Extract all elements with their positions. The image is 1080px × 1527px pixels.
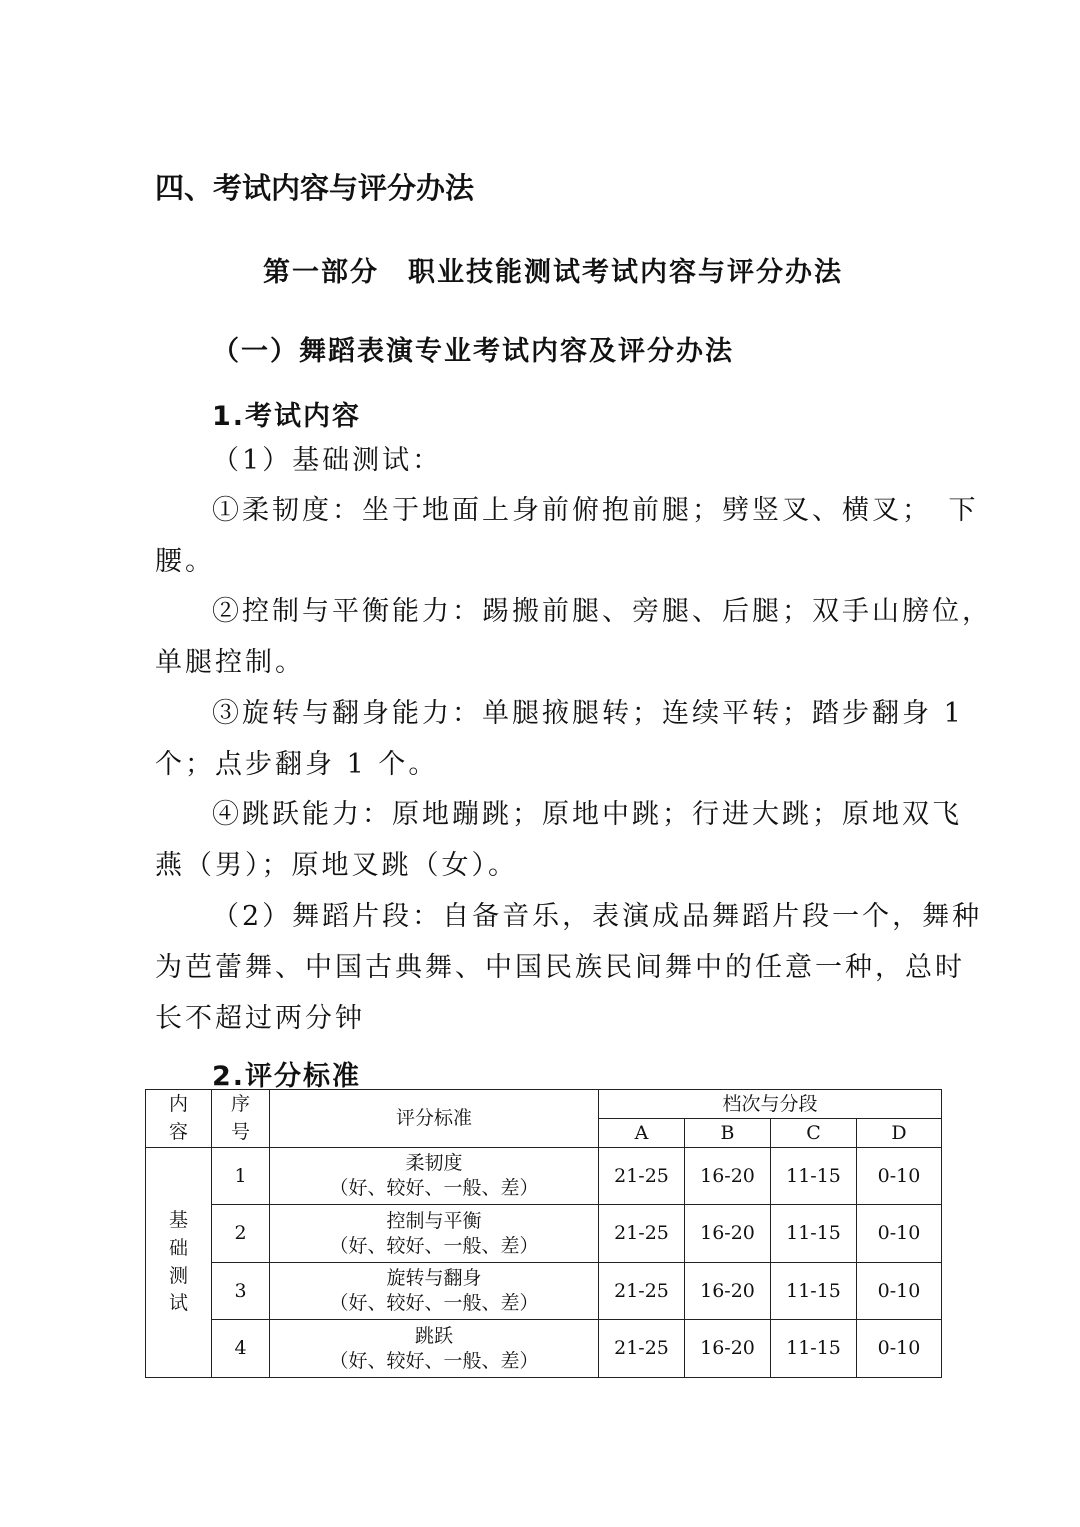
subsection-heading: （一）舞蹈表演专业考试内容及评分办法 [212,336,734,367]
range-a: 21-25 [599,1320,685,1378]
range-d: 0-10 [857,1148,942,1205]
criteria-name: 旋转与翻身 [386,1267,482,1290]
range-b: 16-20 [685,1263,771,1320]
grade-a: A [599,1119,685,1148]
criteria-name: 控制与平衡 [386,1209,482,1232]
row-criteria [270,1148,599,1205]
row-criteria [270,1263,599,1320]
criteria-name: 柔韧度 [405,1152,463,1175]
item4-line2: 燕（男）；原地叉跳（女）。 [155,850,518,881]
range-d: 0-10 [857,1263,942,1320]
range-b: 16-20 [685,1148,771,1205]
range-c: 11-15 [771,1205,857,1263]
header-content: 内容 [146,1090,212,1148]
grade-b: B [685,1119,771,1148]
header-criteria: 评分标准 [270,1090,599,1148]
criteria-levels: （好、较好、一般、差） [329,1292,539,1314]
dance-segment-line1: （2）舞蹈片段：自备音乐，表演成品舞蹈片段一个，舞种 [212,901,983,932]
range-d: 0-10 [857,1320,942,1378]
row-seq: 4 [212,1320,270,1378]
item2-line1: ②控制与平衡能力：踢搬前腿、旁腿、后腿；双手山膀位， [212,596,992,627]
group-label: 基础测试 [146,1148,212,1378]
row-criteria [270,1205,599,1263]
criteria-levels: （好、较好、一般、差） [329,1177,539,1199]
scoring-table [145,1089,942,1378]
item1-line1: ①柔韧度：坐于地面上身前俯抱前腿；劈竖叉、横叉； 下 [212,495,979,526]
range-c: 11-15 [771,1263,857,1320]
row-seq: 3 [212,1263,270,1320]
criteria-name: 跳跃 [414,1324,453,1347]
table-row [146,1148,942,1205]
criteria-levels: （好、较好、一般、差） [329,1234,539,1257]
range-b: 16-20 [685,1320,771,1378]
section-heading: 四、考试内容与评分办法 [155,171,475,205]
dance-segment-line3: 长不超过两分钟 [155,1003,365,1034]
dance-segment-line2: 为芭蕾舞、中国古典舞、中国民族民间舞中的任意一种，总时 [155,952,965,983]
range-b: 16-20 [685,1205,771,1263]
item1-line2: 腰。 [155,546,215,577]
criteria-levels: （好、较好、一般、差） [329,1349,539,1372]
table-row [146,1205,942,1263]
basic-test-label: （1）基础测试： [212,445,443,476]
content-heading: 1.考试内容 [212,401,362,432]
part-heading: 第一部分 职业技能测试考试内容与评分办法 [263,257,843,288]
header-seq: 序号 [212,1090,270,1148]
range-a: 21-25 [599,1205,685,1263]
row-criteria [270,1320,599,1378]
scoring-heading: 2.评分标准 [212,1061,362,1092]
grade-c: C [771,1119,857,1148]
item2-line2: 单腿控制。 [155,647,305,678]
range-d: 0-10 [857,1205,942,1263]
range-a: 21-25 [599,1263,685,1320]
range-a: 21-25 [599,1148,685,1205]
table-row [146,1263,942,1320]
range-c: 11-15 [771,1320,857,1378]
table-row [146,1320,942,1378]
item3-line1: ③旋转与翻身能力：单腿掖腿转；连续平转；踏步翻身 1 [212,698,964,729]
row-seq: 2 [212,1205,270,1263]
grade-d: D [857,1119,942,1148]
row-seq: 1 [212,1148,270,1205]
range-c: 11-15 [771,1148,857,1205]
header-grades: 档次与分段 [599,1090,942,1119]
item4-line1: ④跳跃能力：原地蹦跳；原地中跳；行进大跳；原地双飞 [212,799,962,830]
item3-line2: 个；点步翻身 1 个。 [155,749,439,780]
